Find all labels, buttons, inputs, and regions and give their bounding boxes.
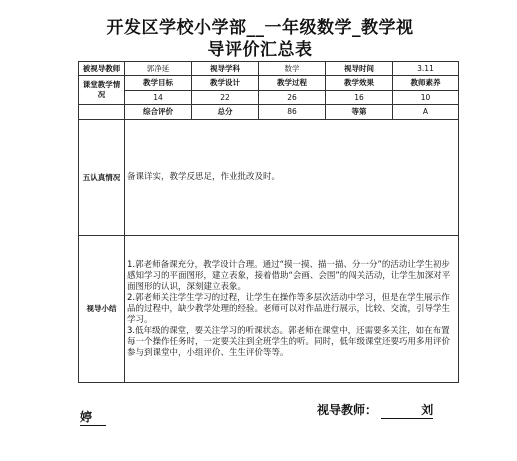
teacher-label: 被视导教师 [79, 62, 125, 76]
summary-text [125, 236, 459, 383]
score-design: 22 [192, 91, 259, 105]
subject-label: 视导学科 [192, 62, 259, 76]
evaluation-table [78, 61, 459, 383]
header-design: 教学设计 [192, 76, 259, 91]
supervisor-label: 视导教师： [317, 403, 378, 417]
table-row [79, 105, 459, 120]
summary-point-1: 1.郭老师备课充分，教学设计合理。通过“摸一摸、描一描、分一分”的活动让学生初步感知学习的平面图形，建立表象，接着借助“会画、会围”的闯关活动，让学生加深对平面图形的认识，深刻建立表象。 [127, 259, 451, 292]
table-row [79, 62, 459, 76]
subject-value: 数学 [259, 62, 326, 76]
document-title [80, 17, 440, 61]
time-label: 视导时间 [326, 62, 393, 76]
header-goal: 教学目标 [125, 76, 192, 91]
score-effect: 16 [326, 91, 393, 105]
supervisor-name-continued [80, 408, 106, 426]
table-row [79, 76, 459, 91]
score-quality: 10 [393, 91, 459, 105]
teacher-name: 郭净延 [125, 62, 192, 76]
summary-label: 视导小结 [79, 236, 125, 383]
supervisor-signature [317, 401, 433, 419]
class-teaching-label: 课堂教学情况 [79, 76, 125, 105]
score-goal: 14 [125, 91, 192, 105]
table-row [79, 91, 459, 105]
title-line-2: 导评价汇总表 [207, 40, 313, 60]
summary-point-3: 3.低年级的课堂，要关注学习的听课状态。郭老师在课堂中，还需要多关注，如在布置每一个操作任务时，一定要关注到全班学生的听。同时，低年级课堂还要巧用多用评价参与到课堂中，小组评价、生生评价等等。 [127, 325, 451, 358]
five-diligence-text: 备课详实，教学反思足，作业批改及时。 [125, 120, 459, 236]
supervisor-name-a: 刘 [381, 401, 433, 419]
supervisor-name-b: 婷 [80, 408, 106, 426]
score-process: 26 [259, 91, 326, 105]
header-quality: 教师素养 [393, 76, 459, 91]
time-value: 3.11 [393, 62, 459, 76]
eval-label: 综合评价 [125, 105, 192, 120]
header-effect: 教学效果 [326, 76, 393, 91]
summary-point-2: 2.郭老师关注学生学习的过程，让学生在操作等多层次活动中学习，但是在学生展示作品的过程中，缺少教学处理的经验。老师可以对作品进行展示，比较、交流，引导学生学习。 [127, 292, 451, 325]
empty-cell [79, 105, 125, 120]
header-process: 教学过程 [259, 76, 326, 91]
table-row [79, 236, 459, 383]
grade-value: A [393, 105, 459, 120]
grade-label: 等第 [326, 105, 393, 120]
table-row [79, 120, 459, 236]
total-value: 86 [259, 105, 326, 120]
total-label: 总分 [192, 105, 259, 120]
title-line-1: 开发区学校小学部__一年级数学_教学视 [106, 18, 414, 38]
five-diligence-label: 五认真情况 [79, 120, 125, 236]
